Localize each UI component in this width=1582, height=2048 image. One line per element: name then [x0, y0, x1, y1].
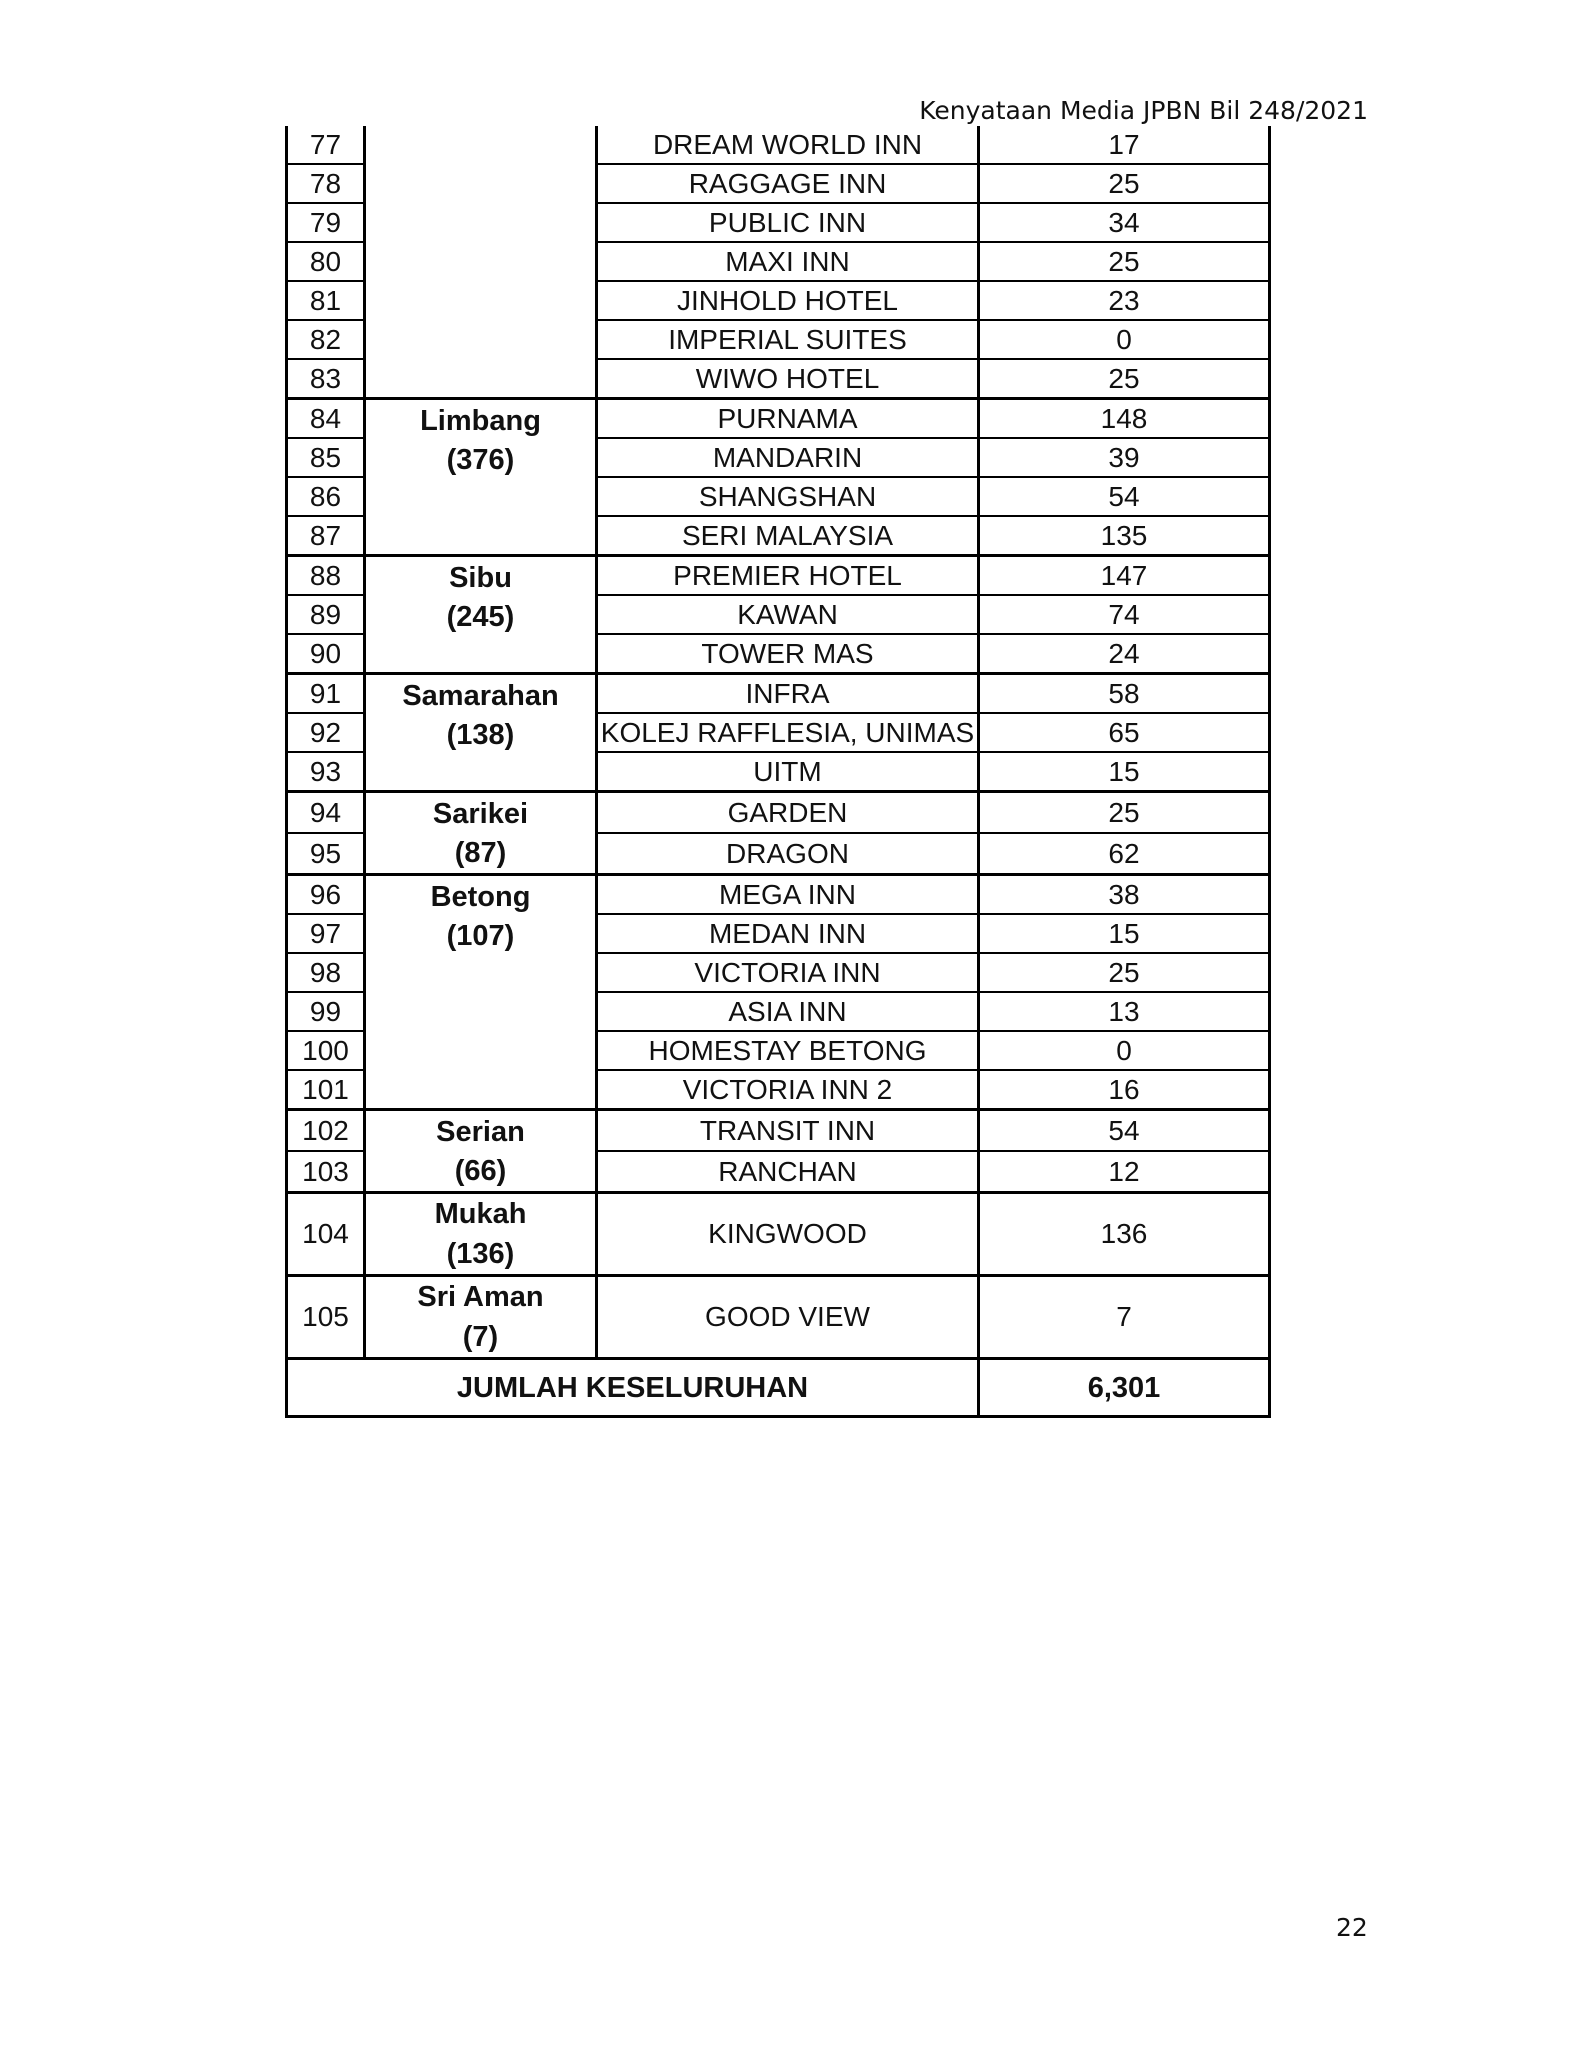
district-cell: [365, 875, 597, 1110]
district-name: Limbang: [420, 405, 541, 437]
row-number-cell: 83: [287, 359, 365, 399]
hotel-name-cell: TOWER MAS: [597, 634, 979, 674]
district-cell: [365, 1110, 597, 1193]
count-cell: 13: [979, 992, 1270, 1031]
count-cell: 12: [979, 1151, 1270, 1193]
hotel-name-cell: DREAM WORLD INN: [597, 126, 979, 164]
hotel-name-cell: JINHOLD HOTEL: [597, 281, 979, 320]
hotel-name-cell: WIWO HOTEL: [597, 359, 979, 399]
hotel-name-cell: MEDAN INN: [597, 914, 979, 953]
row-number-cell: 100: [287, 1031, 365, 1070]
count-cell: 15: [979, 752, 1270, 792]
district-name: Mukah: [434, 1198, 527, 1230]
row-number-cell: 87: [287, 516, 365, 556]
district-cell: [365, 1193, 597, 1276]
count-cell: 39: [979, 438, 1270, 477]
hotel-name-cell: UITM: [597, 752, 979, 792]
table-row: [287, 1276, 1270, 1359]
count-cell: 135: [979, 516, 1270, 556]
table-row: [287, 792, 1270, 834]
table-row: [287, 399, 1270, 439]
row-number-cell: 92: [287, 713, 365, 752]
table-row: [287, 1193, 1270, 1276]
hotel-name-cell: MEGA INN: [597, 875, 979, 915]
row-number-cell: 85: [287, 438, 365, 477]
count-cell: 65: [979, 713, 1270, 752]
hotel-name-cell: ASIA INN: [597, 992, 979, 1031]
hotel-name-cell: SHANGSHAN: [597, 477, 979, 516]
district-name: Sibu: [449, 562, 512, 594]
row-number-cell: 79: [287, 203, 365, 242]
district-total: (87): [454, 837, 507, 869]
row-number-cell: 89: [287, 595, 365, 634]
count-cell: 15: [979, 914, 1270, 953]
count-cell: 58: [979, 674, 1270, 714]
row-number-cell: 105: [287, 1276, 365, 1359]
count-cell: 25: [979, 359, 1270, 399]
count-cell: 7: [979, 1276, 1270, 1359]
hotel-name-cell: MAXI INN: [597, 242, 979, 281]
district-total: (376): [446, 444, 515, 476]
count-cell: 25: [979, 242, 1270, 281]
count-cell: 147: [979, 556, 1270, 596]
row-number-cell: 81: [287, 281, 365, 320]
row-number-cell: 95: [287, 833, 365, 875]
quarantine-hotel-table: [285, 126, 1271, 1418]
hotel-name-cell: RANCHAN: [597, 1151, 979, 1193]
count-cell: 34: [979, 203, 1270, 242]
count-cell: 38: [979, 875, 1270, 915]
count-cell: 54: [979, 477, 1270, 516]
hotel-name-cell: MANDARIN: [597, 438, 979, 477]
hotel-name-cell: HOMESTAY BETONG: [597, 1031, 979, 1070]
row-number-cell: 94: [287, 792, 365, 834]
count-cell: 17: [979, 126, 1270, 164]
table-body: [287, 126, 1270, 1417]
district-total: (66): [454, 1155, 507, 1187]
row-number-cell: 86: [287, 477, 365, 516]
district-name: Sri Aman: [417, 1281, 544, 1313]
row-number-cell: 80: [287, 242, 365, 281]
count-cell: 25: [979, 164, 1270, 203]
district-name: Sarikei: [432, 798, 529, 830]
district-name: Betong: [430, 881, 531, 913]
district-total: (107): [446, 920, 515, 952]
row-number-cell: 103: [287, 1151, 365, 1193]
row-number-cell: 93: [287, 752, 365, 792]
hotel-name-cell: VICTORIA INN: [597, 953, 979, 992]
district-name: Samarahan: [402, 680, 559, 712]
table-row: [287, 875, 1270, 915]
district-cell: [365, 792, 597, 875]
district-name: Serian: [436, 1116, 525, 1148]
row-number-cell: 90: [287, 634, 365, 674]
hotel-name-cell: PUBLIC INN: [597, 203, 979, 242]
district-cell: [365, 399, 597, 556]
hotel-name-cell: DRAGON: [597, 833, 979, 875]
district-total: (138): [446, 719, 515, 751]
hotel-name-cell: GOOD VIEW: [597, 1276, 979, 1359]
count-cell: 25: [979, 792, 1270, 834]
count-cell: 16: [979, 1070, 1270, 1110]
count-cell: 25: [979, 953, 1270, 992]
count-cell: 74: [979, 595, 1270, 634]
count-cell: 148: [979, 399, 1270, 439]
district-cell: [365, 556, 597, 674]
hotel-name-cell: INFRA: [597, 674, 979, 714]
row-number-cell: 91: [287, 674, 365, 714]
hotel-name-cell: GARDEN: [597, 792, 979, 834]
row-number-cell: 82: [287, 320, 365, 359]
count-cell: 23: [979, 281, 1270, 320]
total-row: [287, 1359, 1270, 1417]
table-row: [287, 126, 1270, 164]
hotel-name-cell: PREMIER HOTEL: [597, 556, 979, 596]
row-number-cell: 78: [287, 164, 365, 203]
row-number-cell: 84: [287, 399, 365, 439]
row-number-cell: 101: [287, 1070, 365, 1110]
row-number-cell: 96: [287, 875, 365, 915]
row-number-cell: 97: [287, 914, 365, 953]
page-number: 22: [1336, 1913, 1368, 1942]
row-number-cell: 104: [287, 1193, 365, 1276]
count-cell: 54: [979, 1110, 1270, 1152]
total-label: JUMLAH KESELURUHAN: [287, 1359, 979, 1417]
hotel-name-cell: IMPERIAL SUITES: [597, 320, 979, 359]
hotel-name-cell: PURNAMA: [597, 399, 979, 439]
district-total: (245): [446, 601, 515, 633]
count-cell: 136: [979, 1193, 1270, 1276]
hotel-name-cell: KINGWOOD: [597, 1193, 979, 1276]
district-cell: [365, 1276, 597, 1359]
table-row: [287, 556, 1270, 596]
table-row: [287, 674, 1270, 714]
district-total: (7): [462, 1321, 499, 1353]
count-cell: 0: [979, 1031, 1270, 1070]
table-row: [287, 1110, 1270, 1152]
count-cell: 62: [979, 833, 1270, 875]
hotel-name-cell: KAWAN: [597, 595, 979, 634]
row-number-cell: 102: [287, 1110, 365, 1152]
hotel-name-cell: RAGGAGE INN: [597, 164, 979, 203]
district-cell: [365, 674, 597, 792]
row-number-cell: 98: [287, 953, 365, 992]
header-note: Kenyataan Media JPBN Bil 248/2021: [919, 96, 1368, 125]
hotel-name-cell: KOLEJ RAFFLESIA, UNIMAS: [597, 713, 979, 752]
district-total: (136): [446, 1238, 515, 1270]
total-value: 6,301: [979, 1359, 1270, 1417]
count-cell: 0: [979, 320, 1270, 359]
row-number-cell: 77: [287, 126, 365, 164]
hotel-name-cell: TRANSIT INN: [597, 1110, 979, 1152]
hotel-name-cell: SERI MALAYSIA: [597, 516, 979, 556]
hotel-name-cell: VICTORIA INN 2: [597, 1070, 979, 1110]
row-number-cell: 99: [287, 992, 365, 1031]
count-cell: 24: [979, 634, 1270, 674]
district-cell: [365, 126, 597, 399]
row-number-cell: 88: [287, 556, 365, 596]
